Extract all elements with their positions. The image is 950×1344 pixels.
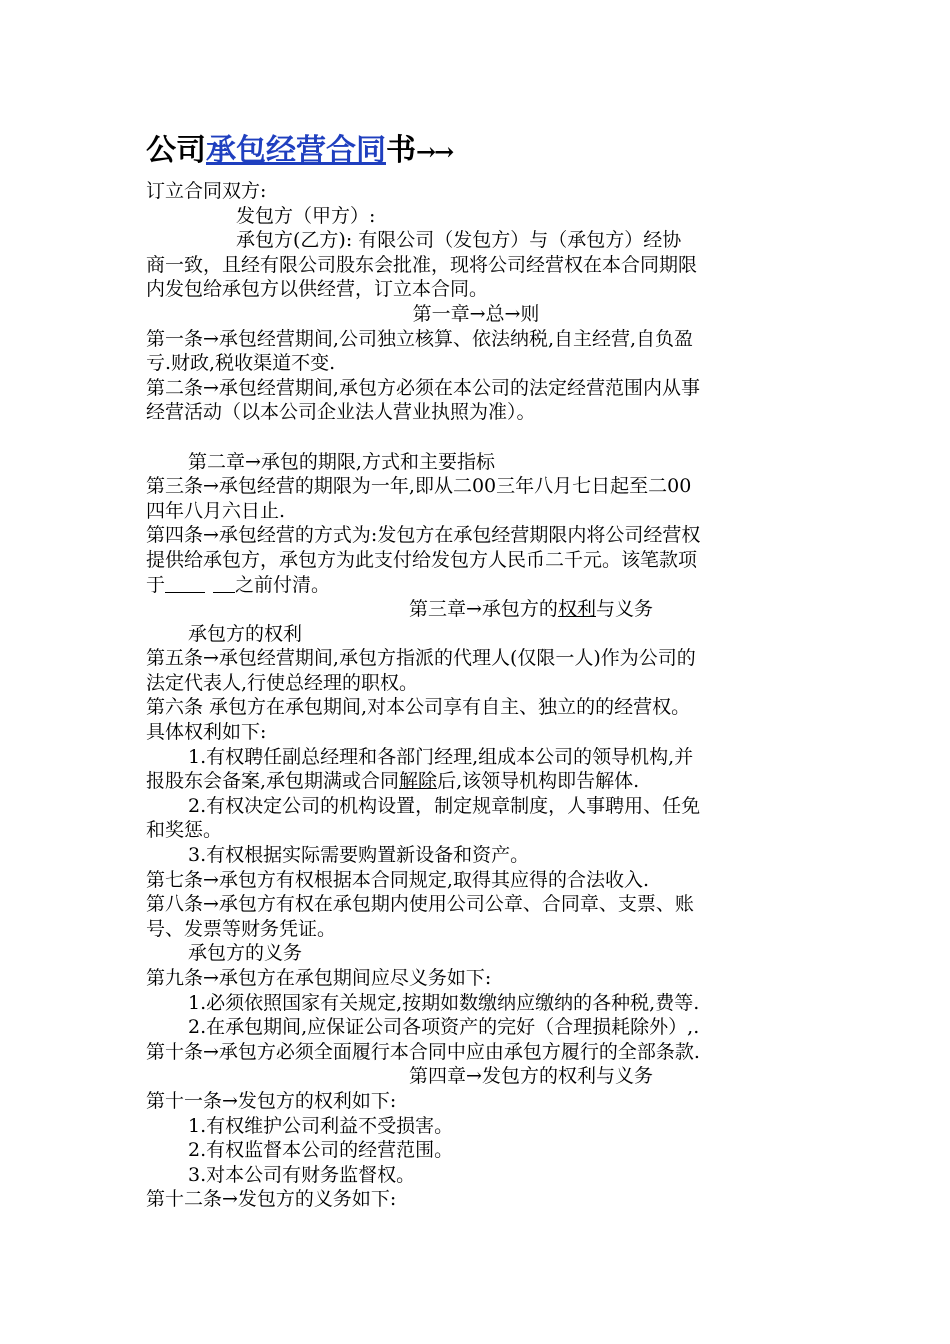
chapter-3-heading-start: 第三章→承包方的	[409, 598, 558, 621]
duty-1: 1.必须依照国家有关规定,按期如数缴纳应缴纳的各种税,费等.	[188, 991, 700, 1014]
chapter-3-heading	[146, 597, 806, 622]
right-3: 3.有权根据实际需要购置新设备和资产。	[188, 844, 530, 867]
spacer	[146, 425, 806, 450]
right-1-line1: 1.有权聘任副总经理和各部门经理,组成本公司的领导机构,并	[188, 745, 694, 768]
article-6-line2: 具体权利如下:	[146, 721, 267, 744]
owner-right-3: 3.对本公司有财务监督权。	[188, 1163, 416, 1186]
article-1-line1: 第一条→承包经营期间,公司独立核算、依法纳税,自主经营,自负盈	[146, 327, 694, 350]
article-3-line2: 四年八月六日止.	[146, 499, 286, 522]
payment-date-blank-2	[213, 576, 235, 593]
chapter-3-heading-underlined: 权利	[557, 598, 596, 621]
title-arrows: →→	[416, 137, 453, 166]
article-5-line2: 法定代表人,行使总经理的职权。	[146, 671, 419, 694]
title-link[interactable]: 承包经营合同	[206, 133, 386, 168]
owner-right-1: 1.有权维护公司利益不受损害。	[188, 1114, 454, 1137]
article-7: 第七条→承包方有权根据本合同规定,取得其应得的合法收入.	[146, 868, 650, 891]
title-prefix: 公司	[146, 133, 206, 168]
article-11: 第十一条→发包方的权利如下:	[146, 1089, 397, 1112]
article-2-line1: 第二条→承包经营期间,承包方必须在本公司的法定经营范围内从事	[146, 376, 700, 399]
article-12: 第十二条→发包方的义务如下:	[146, 1188, 397, 1211]
chapter-2-heading: 第二章→承包的期限,方式和主要指标	[188, 450, 495, 473]
article-5-line1: 第五条→承包经营期间,承包方指派的代理人(仅限一人)作为公司的	[146, 647, 696, 670]
right-1-line2-start: 报股东会备案,承包期满或合同	[146, 770, 400, 793]
chapter-3-heading-end: 与义务	[595, 598, 653, 621]
article-4-line3	[146, 573, 806, 598]
article-8-line2: 号、发票等财务凭证。	[146, 917, 337, 940]
article-4-line1: 第四条→承包经营的方式为:发包方在承包经营期限内将公司经营权	[146, 524, 701, 547]
article-6-line1: 第六条 承包方在承包期间,对本公司享有自主、独立的的经营权。	[146, 696, 691, 719]
article-10: 第十条→承包方必须全面履行本合同中应由承包方履行的全部条款.	[146, 1040, 700, 1063]
chapter-4-heading: 第四章→发包方的权利与义务	[409, 1065, 653, 1088]
article-2-line2: 经营活动（以本公司企业法人营业执照为准）。	[146, 401, 536, 424]
contractor-duties-title: 承包方的义务	[188, 942, 303, 965]
title-suffix: 书	[386, 133, 416, 168]
payment-date-blank	[165, 576, 205, 593]
article-4-line3-end: 之前付清。	[235, 573, 331, 596]
document-title	[146, 128, 806, 175]
right-2-line2: 和奖惩。	[146, 819, 223, 842]
party-a-line: 发包方（甲方）:	[236, 204, 376, 227]
right-1-line2-end: 后,该领导机构即告解体.	[437, 770, 640, 793]
parties-label: 订立合同双方:	[146, 180, 267, 202]
right-1-line2	[146, 769, 806, 794]
chapter-1-heading: 第一章→总→则	[412, 302, 540, 325]
article-8-line1: 第八条→承包方有权在承包期内使用公司公章、合同章、支票、账	[146, 893, 694, 916]
article-4-line2: 提供给承包方，承包方为此支付给发包方人民币二千元。该笔款项	[146, 548, 698, 571]
article-9: 第九条→承包方在承包期间应尽义务如下:	[146, 967, 492, 989]
article-3-line1: 第三条→承包经营的期限为一年,即从二00三年八月七日起至二00	[146, 475, 692, 498]
article-1-line2: 亏.财政,税收渠道不变.	[146, 352, 336, 375]
contractor-rights-title: 承包方的权利	[188, 622, 303, 645]
right-2-line1: 2.有权决定公司的机构设置，制定规章制度，人事聘用、任免	[188, 794, 701, 817]
contract-page	[146, 128, 806, 1212]
right-1-line2-underlined: 解除	[399, 770, 438, 793]
party-b-line3: 内发包给承包方以供经营，订立本合同。	[146, 278, 489, 301]
owner-right-2: 2.有权监督本公司的经营范围。	[188, 1139, 454, 1162]
duty-2: 2.在承包期间,应保证公司各项资产的完好（合理损耗除外）,.	[188, 1016, 700, 1039]
article-4-line3-start: 于	[146, 573, 166, 596]
party-b-line1: 承包方(乙方): 有限公司（发包方）与（承包方）经协	[236, 229, 682, 252]
party-b-line2: 商一致，且经有限公司股东会批准，现将公司经营权在本合同期限	[146, 253, 698, 276]
